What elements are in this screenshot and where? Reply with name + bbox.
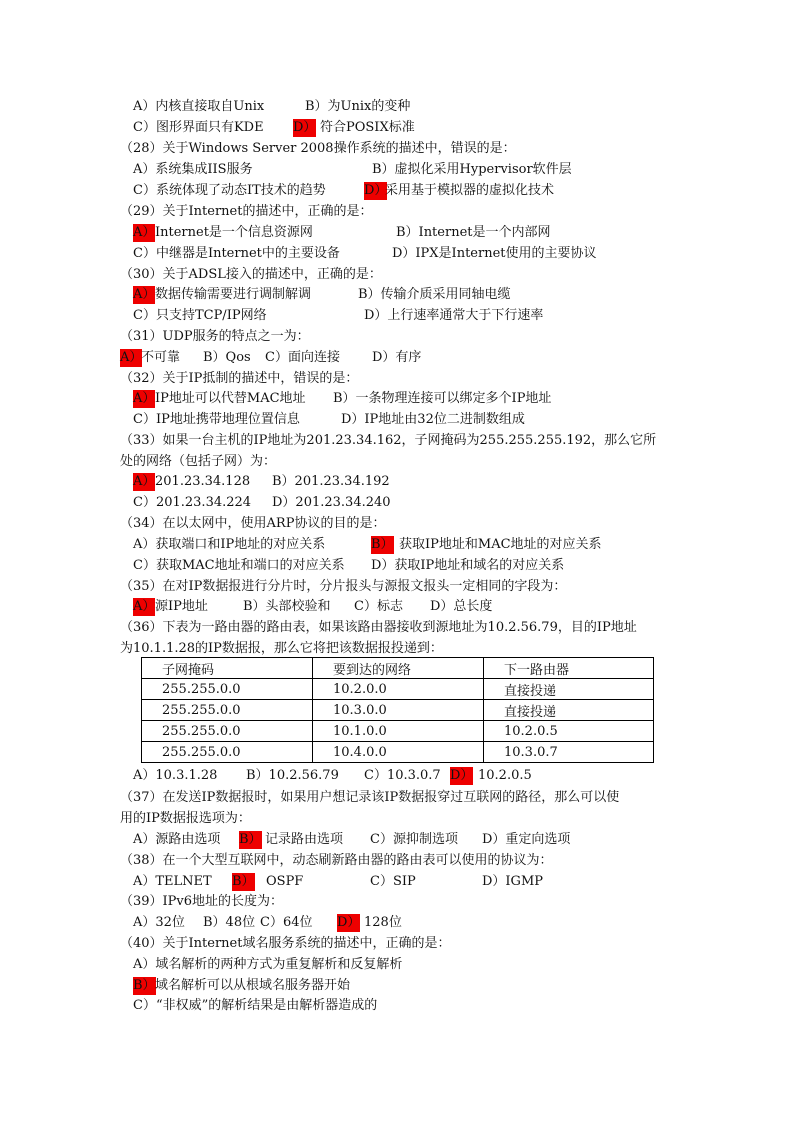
table-row	[142, 742, 654, 763]
q34-option-b-answer-marker: B）	[371, 537, 394, 552]
q36-option-c: C）10.3.0.7	[364, 768, 441, 783]
q31-option-c: C）面向连接	[265, 350, 340, 365]
table-cell-mask: 255.255.0.0	[142, 742, 313, 763]
q35-options-row	[0, 598, 794, 616]
q34-options-row-2	[0, 557, 794, 575]
table-row	[142, 721, 654, 742]
q35-stem	[0, 578, 794, 596]
q34-option-d: D）获取IP地址和域名的对应关系	[371, 558, 565, 573]
routing-table-header-next-hop: 下一路由器	[484, 658, 654, 679]
q31-options-row	[0, 349, 794, 367]
q28-stem	[0, 140, 794, 158]
q33-stem-text-1: （33）如果一台主机的IP地址为201.23.34.162，子网掩码为255.255.255.192，那么它所	[120, 433, 657, 448]
q38-option-d: D）IGMP	[482, 874, 544, 889]
routing-table-header-row	[142, 658, 654, 679]
q31-option-d: D）有序	[372, 350, 422, 365]
q27-option-b: B）为Unix的变种	[305, 99, 411, 114]
q39-option-c: C）64位	[260, 915, 313, 930]
q39-stem	[0, 893, 794, 911]
q36-stem-line-1	[0, 619, 794, 637]
q38-options-row	[0, 873, 794, 891]
q40-option-c-row	[0, 997, 794, 1015]
q30-option-c: C）只支持TCP/IP网络	[133, 308, 267, 323]
q36-option-a: A）10.3.1.28	[133, 768, 218, 783]
q28-option-a: A）系统集成IIS服务	[133, 162, 253, 177]
q36-stem-text-2: 为10.1.1.28的IP数据报，那么它将把该数据报投递到：	[120, 641, 443, 656]
q27-option-d-answer-marker: D）	[293, 120, 317, 135]
q37-options-row	[0, 831, 794, 849]
q40-option-c: C）“非权威”的解析结果是由解析器造成的	[133, 998, 378, 1013]
q33-options-row-2	[0, 494, 794, 512]
q28-options-row-1	[0, 161, 794, 179]
q28-option-c: C）系统体现了动态IT技术的趋势	[133, 183, 326, 198]
q33-option-b: B）201.23.34.192	[272, 474, 390, 489]
q39-option-d-answer-marker: D）	[337, 915, 361, 930]
q29-option-c: C）中继器是Internet中的主要设备	[133, 246, 340, 261]
table-cell-network: 10.4.0.0	[313, 742, 484, 763]
q39-stem-text: （39）IPv6地址的长度为：	[120, 894, 284, 909]
q32-options-row-2	[0, 411, 794, 429]
q34-option-b: 获取IP地址和MAC地址的对应关系	[399, 537, 602, 552]
q32-options-row-1	[0, 390, 794, 408]
routing-table-header-mask: 子网掩码	[142, 658, 313, 679]
q31-stem-text: （31）UDP服务的特点之一为：	[120, 329, 310, 344]
q30-stem-text: （30）关于ADSL接入的描述中，正确的是：	[120, 267, 382, 282]
table-cell-next-hop: 直接投递	[484, 679, 654, 700]
q28-options-row-2	[0, 182, 794, 200]
table-cell-mask: 255.255.0.0	[142, 721, 313, 742]
q35-option-a: 源IP地址	[155, 599, 208, 614]
q27-options-row-1	[0, 98, 794, 116]
q37-stem-line-2	[0, 810, 794, 828]
q36-stem-line-2	[0, 640, 794, 658]
table-cell-mask: 255.255.0.0	[142, 700, 313, 721]
q38-option-c: C）SIP	[370, 874, 416, 889]
q30-options-row-1	[0, 286, 794, 304]
q30-options-row-2	[0, 307, 794, 325]
q35-option-c: C）标志	[354, 599, 403, 614]
q33-options-row-1	[0, 473, 794, 491]
q29-stem	[0, 203, 794, 221]
table-row	[142, 679, 654, 700]
q32-option-d: D）IP地址由32位二进制数组成	[341, 412, 525, 427]
q29-option-d: D）IPX是Internet使用的主要协议	[392, 246, 597, 261]
q37-option-a: A）源路由选项	[133, 832, 221, 847]
q28-stem-text: （28）关于Windows Server 2008操作系统的描述中，错误的是：	[120, 141, 516, 156]
q34-option-a: A）获取端口和IP地址的对应关系	[133, 537, 326, 552]
q30-option-a: 数据传输需要进行调制解调	[155, 287, 312, 302]
q37-option-b: 记录路由选项	[265, 832, 344, 847]
q29-option-a-answer-marker: A）	[133, 225, 156, 240]
q29-options-row-1	[0, 224, 794, 242]
q32-stem-text: （32）关于IP抵制的描述中，错误的是：	[120, 371, 359, 386]
q32-option-a-answer-marker: A）	[133, 391, 156, 406]
q35-option-d: D）总长度	[430, 599, 493, 614]
table-cell-next-hop: 直接投递	[484, 700, 654, 721]
q35-stem-text: （35）在对IP数据报进行分片时，分片报头与源报文报头一定相同的字段为：	[120, 579, 567, 594]
q31-option-a: 不可靠	[141, 350, 181, 365]
q34-stem	[0, 515, 794, 533]
q28-option-b: B）虚拟化采用Hypervisor软件层	[372, 162, 572, 177]
q37-stem-text-2: 用的IP数据报选项为：	[120, 811, 251, 826]
q29-option-b: B）Internet是一个内部网	[396, 225, 551, 240]
q33-stem-text-2: 处的网络（包括子网）为：	[120, 454, 277, 469]
q36-options-row	[0, 767, 794, 785]
q38-option-b-answer-marker: B）	[232, 874, 255, 889]
q30-option-b: B）传输介质采用同轴电缆	[358, 287, 511, 302]
q38-stem-text: （38）在一个大型互联网中，动态刷新路由器的路由表可以使用的协议为：	[120, 853, 553, 868]
q38-stem	[0, 852, 794, 870]
q34-stem-text: （34）在以太网中，使用ARP协议的目的是：	[120, 516, 386, 531]
q40-option-b-row	[0, 977, 794, 995]
q36-option-d-answer-marker: D）	[450, 768, 474, 783]
q29-options-row-2	[0, 245, 794, 263]
q33-stem-line-1	[0, 432, 794, 450]
q40-option-a: A）域名解析的两种方式为重复解析和反复解析	[133, 957, 403, 972]
q38-option-a: A）TELNET	[133, 874, 212, 889]
routing-table-header-network: 要到达的网络	[313, 658, 484, 679]
q35-option-b: B）头部校验和	[243, 599, 331, 614]
q28-option-d: 采用基于模拟器的虚拟化技术	[385, 183, 555, 198]
q31-option-a-answer-marker: A）	[120, 350, 143, 365]
table-cell-network: 10.2.0.0	[313, 679, 484, 700]
q32-option-c: C）IP地址携带地理位置信息	[133, 412, 300, 427]
q29-option-a: Internet是一个信息资源网	[155, 225, 313, 240]
q32-stem	[0, 370, 794, 388]
q33-option-d: D）201.23.34.240	[272, 495, 391, 510]
q40-option-a-row	[0, 956, 794, 974]
q36-option-b: B）10.2.56.79	[246, 768, 339, 783]
q40-stem-text: （40）关于Internet域名服务系统的描述中，正确的是：	[120, 936, 451, 951]
q37-stem-line-1	[0, 789, 794, 807]
q40-option-b-answer-marker: B）	[133, 978, 156, 993]
q31-stem	[0, 328, 794, 346]
q34-option-c: C）获取MAC地址和端口的对应关系	[133, 558, 345, 573]
q36-option-d: 10.2.0.5	[478, 768, 532, 783]
q33-option-c: C）201.23.34.224	[133, 495, 252, 510]
q37-option-b-answer-marker: B）	[239, 832, 262, 847]
q39-option-a: A）32位	[133, 915, 185, 930]
q27-option-d: 符合POSIX标准	[320, 120, 415, 135]
q27-option-a: A）内核直接取自Unix	[133, 99, 265, 114]
q32-option-a: IP地址可以代替MAC地址	[155, 391, 306, 406]
q30-option-d: D）上行速率通常大于下行速率	[364, 308, 544, 323]
q39-options-row	[0, 914, 794, 932]
q28-option-d-answer-marker: D）	[364, 183, 388, 198]
q29-stem-text: （29）关于Internet的描述中，正确的是：	[120, 204, 373, 219]
q36-stem-text-1: （36）下表为一路由器的路由表，如果该路由器接收到源地址为10.2.56.79，目的IP地址	[120, 620, 637, 635]
q39-option-b: B）48位	[203, 915, 256, 930]
q32-option-b: B）一条物理连接可以绑定多个IP地址	[333, 391, 552, 406]
q27-option-c: C）图形界面只有KDE	[133, 120, 264, 135]
q31-option-b: B）Qos	[203, 350, 251, 365]
q33-stem-line-2	[0, 453, 794, 471]
routing-table	[141, 657, 654, 763]
table-cell-network: 10.3.0.0	[313, 700, 484, 721]
q39-option-d: 128位	[364, 915, 402, 930]
q33-option-a: 201.23.34.128	[155, 474, 251, 489]
table-row	[142, 700, 654, 721]
q37-stem-text-1: （37）在发送IP数据报时，如果用户想记录该IP数据报穿过互联网的路径，那么可以使	[120, 790, 620, 805]
q33-option-a-answer-marker: A）	[133, 474, 156, 489]
table-cell-mask: 255.255.0.0	[142, 679, 313, 700]
q35-option-a-answer-marker: A）	[133, 599, 156, 614]
q40-stem	[0, 935, 794, 953]
table-cell-next-hop: 10.3.0.7	[484, 742, 654, 763]
q34-options-row-1	[0, 536, 794, 554]
q37-option-c: C）源抑制选项	[370, 832, 458, 847]
table-cell-next-hop: 10.2.0.5	[484, 721, 654, 742]
q30-stem	[0, 266, 794, 284]
table-cell-network: 10.1.0.0	[313, 721, 484, 742]
q30-option-a-answer-marker: A）	[133, 287, 156, 302]
q37-option-d: D）重定向选项	[482, 832, 571, 847]
q27-options-row-2	[0, 119, 794, 137]
q38-option-b: OSPF	[266, 874, 304, 889]
q40-option-b: 域名解析可以从根域名服务器开始	[155, 978, 351, 993]
